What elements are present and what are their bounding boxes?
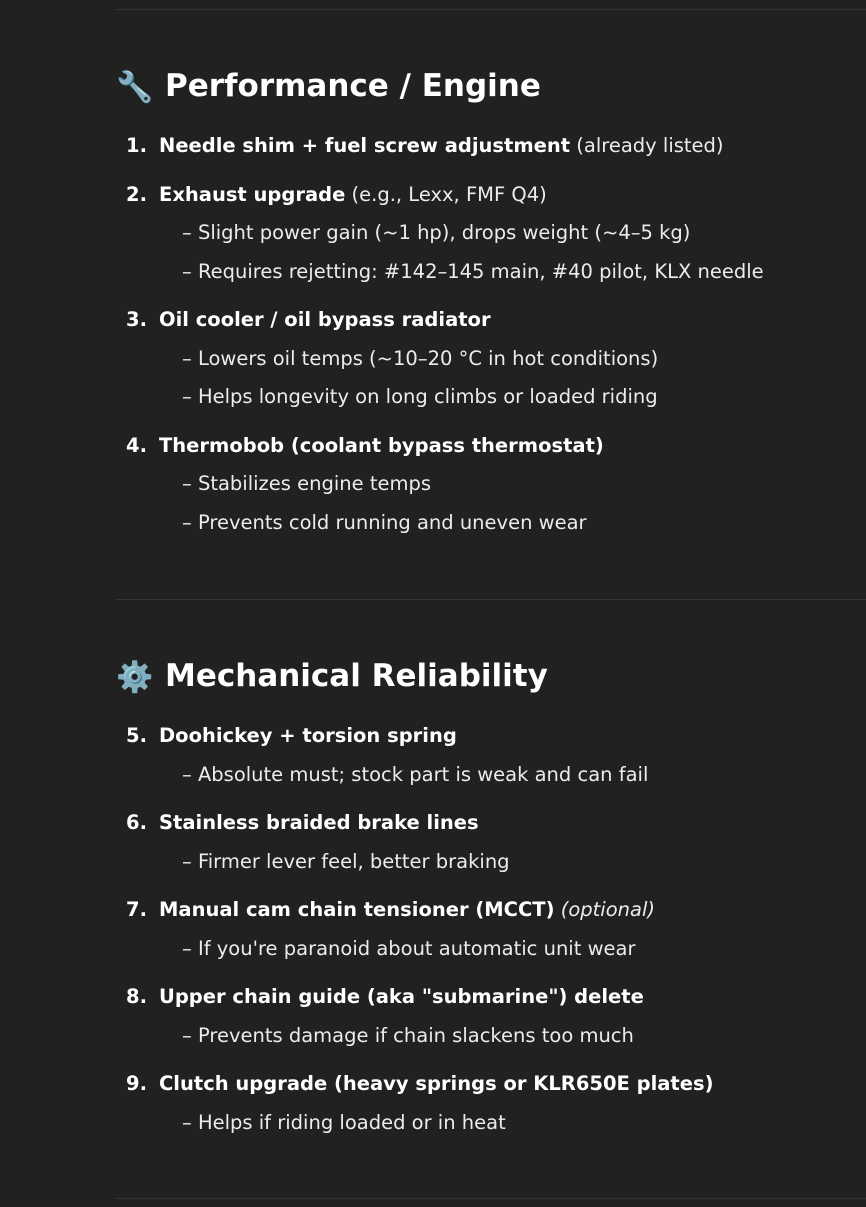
list-item <box>115 1065 855 1142</box>
list-item <box>115 127 855 166</box>
item-title: Needle shim + fuel screw adjustment <box>159 134 571 157</box>
item-title: Doohickey + torsion spring <box>159 724 457 747</box>
item-detail: – If you're paranoid about automatic unit wear <box>182 936 636 960</box>
item-detail: – Absolute must; stock part is weak and can fail <box>182 762 649 786</box>
item-note: (optional) <box>560 898 655 921</box>
gear-icon: ⚙️ <box>116 660 154 695</box>
item-title: Exhaust upgrade <box>159 182 346 206</box>
item-title: Oil cooler / oil bypass radiator <box>159 308 491 331</box>
item-note: (already listed) <box>576 134 724 157</box>
list-item <box>115 978 855 1055</box>
section-title: Performance / Engine <box>165 68 541 104</box>
item-number: 3. <box>126 308 147 331</box>
item-number: 1. <box>126 134 147 157</box>
item-detail: – Helps if riding loaded or in heat <box>182 1110 506 1134</box>
item-number: 2. <box>126 182 147 206</box>
item-detail: – Lowers oil temps (~10–20 °C in hot conditions) <box>182 346 659 370</box>
item-number: 4. <box>126 433 147 457</box>
divider <box>115 1198 866 1199</box>
section-heading <box>115 66 855 108</box>
item-detail: – Requires rejetting: #142–145 main, #40 pilot, KLX needle <box>182 259 764 283</box>
list-item <box>115 427 855 543</box>
item-number: 6. <box>126 811 147 834</box>
list-item <box>115 717 855 794</box>
item-title: Upper chain guide (aka "submarine") delete <box>159 985 644 1008</box>
item-title: Thermobob (coolant bypass thermostat) <box>159 433 604 457</box>
divider <box>115 9 866 10</box>
item-detail: – Firmer lever feel, better braking <box>182 849 510 873</box>
item-detail: – Prevents cold running and uneven wear <box>182 510 587 534</box>
item-detail: – Slight power gain (~1 hp), drops weight (~4–5 kg) <box>182 221 691 244</box>
item-title: Clutch upgrade (heavy springs or KLR650E plates) <box>159 1072 714 1095</box>
item-number: 7. <box>126 898 147 921</box>
section-title: Mechanical Reliability <box>165 658 548 694</box>
list-item <box>115 301 855 417</box>
item-title: Stainless braided brake lines <box>159 811 479 834</box>
item-title: Manual cam chain tensioner (MCCT) <box>159 898 555 921</box>
divider <box>115 599 866 600</box>
list-item <box>115 891 855 968</box>
list-item <box>115 176 855 292</box>
list-item <box>115 804 855 881</box>
item-number: 5. <box>126 724 147 747</box>
section-heading <box>115 656 855 698</box>
item-detail: – Stabilizes engine temps <box>182 472 432 495</box>
section-mechanical-reliability <box>115 656 855 1142</box>
numbered-list <box>115 717 855 1142</box>
item-number: 9. <box>126 1072 147 1095</box>
numbered-list <box>115 127 855 542</box>
item-detail: – Helps longevity on long climbs or loaded riding <box>182 385 658 408</box>
item-number: 8. <box>126 985 147 1008</box>
item-note: (e.g., Lexx, FMF Q4) <box>351 182 547 206</box>
section-performance-engine <box>115 66 855 542</box>
item-detail: – Prevents damage if chain slackens too much <box>182 1023 634 1047</box>
wrench-icon: 🔧 <box>116 70 154 105</box>
